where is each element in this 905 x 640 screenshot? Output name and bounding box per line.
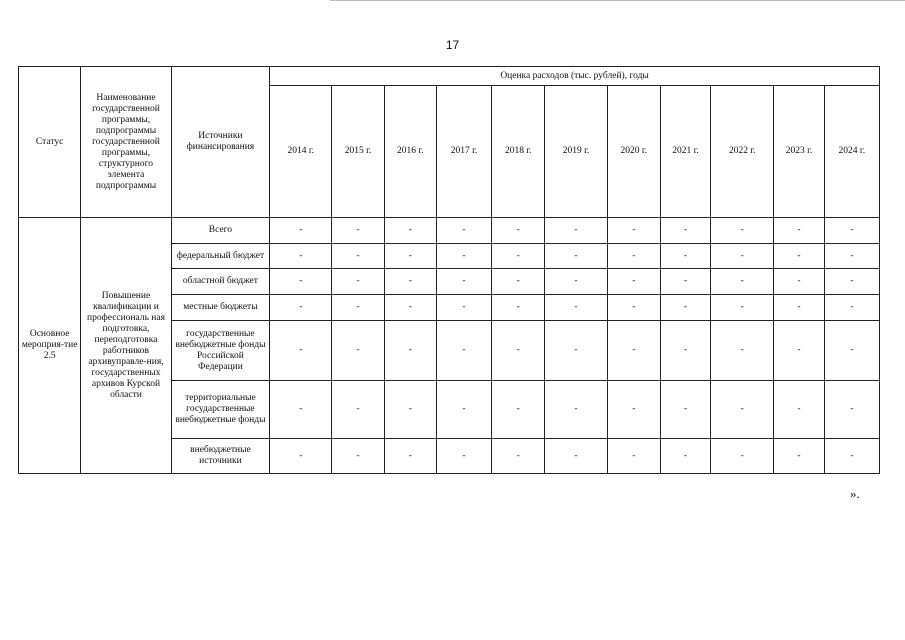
value-cell: - xyxy=(711,269,774,295)
header-year: 2023 г. xyxy=(774,86,824,218)
page-number: 17 xyxy=(445,38,460,52)
value-cell: - xyxy=(384,218,436,244)
value-cell: - xyxy=(660,295,710,321)
expense-table xyxy=(18,66,880,474)
value-cell: - xyxy=(270,295,332,321)
value-cell: - xyxy=(436,439,491,474)
header-year: 2024 г. xyxy=(824,86,879,218)
value-cell: - xyxy=(384,439,436,474)
value-cell: - xyxy=(492,218,545,244)
value-cell: - xyxy=(332,295,384,321)
header-name: Наименование государственной программы, подпрограммы государственной программы, структурного элемента подпрограммы xyxy=(81,67,171,218)
value-cell: - xyxy=(660,439,710,474)
value-cell: - xyxy=(332,321,384,381)
value-cell: - xyxy=(824,439,879,474)
value-cell: - xyxy=(332,381,384,439)
value-cell: - xyxy=(660,244,710,269)
value-cell: - xyxy=(384,244,436,269)
value-cell: - xyxy=(545,269,607,295)
value-cell: - xyxy=(824,381,879,439)
funding-source-cell: государственные внебюджетные фонды Российской Федерации xyxy=(171,321,269,381)
value-cell: - xyxy=(270,244,332,269)
value-cell: - xyxy=(711,295,774,321)
value-cell: - xyxy=(492,295,545,321)
funding-source-cell: Всего xyxy=(171,218,269,244)
value-cell: - xyxy=(607,439,660,474)
value-cell: - xyxy=(824,269,879,295)
value-cell: - xyxy=(711,244,774,269)
value-cell: - xyxy=(824,295,879,321)
value-cell: - xyxy=(774,381,824,439)
value-cell: - xyxy=(607,269,660,295)
value-cell: - xyxy=(436,295,491,321)
value-cell: - xyxy=(270,269,332,295)
value-cell: - xyxy=(270,321,332,381)
value-cell: - xyxy=(607,381,660,439)
value-cell: - xyxy=(332,269,384,295)
value-cell: - xyxy=(492,269,545,295)
value-cell: - xyxy=(711,218,774,244)
value-cell: - xyxy=(384,321,436,381)
value-cell: - xyxy=(436,269,491,295)
value-cell: - xyxy=(774,269,824,295)
value-cell: - xyxy=(711,439,774,474)
value-cell: - xyxy=(545,439,607,474)
value-cell: - xyxy=(824,244,879,269)
value-cell: - xyxy=(545,321,607,381)
value-cell: - xyxy=(270,439,332,474)
value-cell: - xyxy=(660,321,710,381)
value-cell: - xyxy=(545,218,607,244)
value-cell: - xyxy=(436,381,491,439)
value-cell: - xyxy=(774,218,824,244)
value-cell: - xyxy=(492,381,545,439)
header-year: 2021 г. xyxy=(660,86,710,218)
value-cell: - xyxy=(711,321,774,381)
value-cell: - xyxy=(492,439,545,474)
table-row xyxy=(19,218,880,244)
value-cell: - xyxy=(660,218,710,244)
funding-source-cell: территориальные государственные внебюджетные фонды xyxy=(171,381,269,439)
funding-source-cell: внебюджетные источники xyxy=(171,439,269,474)
value-cell: - xyxy=(332,218,384,244)
status-cell: Основное мероприя-тие 2.5 xyxy=(19,218,81,474)
header-year: 2017 г. xyxy=(436,86,491,218)
top-rule xyxy=(330,0,905,1)
value-cell: - xyxy=(545,244,607,269)
value-cell: - xyxy=(270,218,332,244)
value-cell: - xyxy=(711,381,774,439)
value-cell: - xyxy=(660,381,710,439)
value-cell: - xyxy=(436,244,491,269)
header-year: 2016 г. xyxy=(384,86,436,218)
value-cell: - xyxy=(332,439,384,474)
value-cell: - xyxy=(607,321,660,381)
header-year: 2014 г. xyxy=(270,86,332,218)
value-cell: - xyxy=(492,244,545,269)
value-cell: - xyxy=(607,218,660,244)
header-year: 2015 г. xyxy=(332,86,384,218)
value-cell: - xyxy=(384,295,436,321)
value-cell: - xyxy=(824,218,879,244)
header-row-1 xyxy=(19,67,880,86)
value-cell: - xyxy=(660,269,710,295)
value-cell: - xyxy=(607,295,660,321)
activity-name-cell: Повышение квалификации и профессиональ ная подготовка, переподготовка работников архивуправле-ния, государственных архивов Курской области xyxy=(81,218,171,474)
header-year: 2022 г. xyxy=(711,86,774,218)
header-estimate: Оценка расходов (тыс. рублей), годы xyxy=(270,67,880,86)
funding-source-cell: федеральный бюджет xyxy=(171,244,269,269)
funding-source-cell: областной бюджет xyxy=(171,269,269,295)
header-status: Статус xyxy=(19,67,81,218)
header-sources: Источники финансирования xyxy=(171,67,269,218)
header-year: 2018 г. xyxy=(492,86,545,218)
value-cell: - xyxy=(774,321,824,381)
value-cell: - xyxy=(545,381,607,439)
value-cell: - xyxy=(436,218,491,244)
value-cell: - xyxy=(270,381,332,439)
value-cell: - xyxy=(545,295,607,321)
header-year: 2020 г. xyxy=(607,86,660,218)
value-cell: - xyxy=(824,321,879,381)
value-cell: - xyxy=(774,295,824,321)
closing-mark: ». xyxy=(850,486,860,501)
value-cell: - xyxy=(384,381,436,439)
funding-source-cell: местные бюджеты xyxy=(171,295,269,321)
value-cell: - xyxy=(384,269,436,295)
value-cell: - xyxy=(607,244,660,269)
value-cell: - xyxy=(774,439,824,474)
header-year: 2019 г. xyxy=(545,86,607,218)
value-cell: - xyxy=(436,321,491,381)
value-cell: - xyxy=(774,244,824,269)
value-cell: - xyxy=(332,244,384,269)
value-cell: - xyxy=(492,321,545,381)
table-body xyxy=(19,67,880,474)
